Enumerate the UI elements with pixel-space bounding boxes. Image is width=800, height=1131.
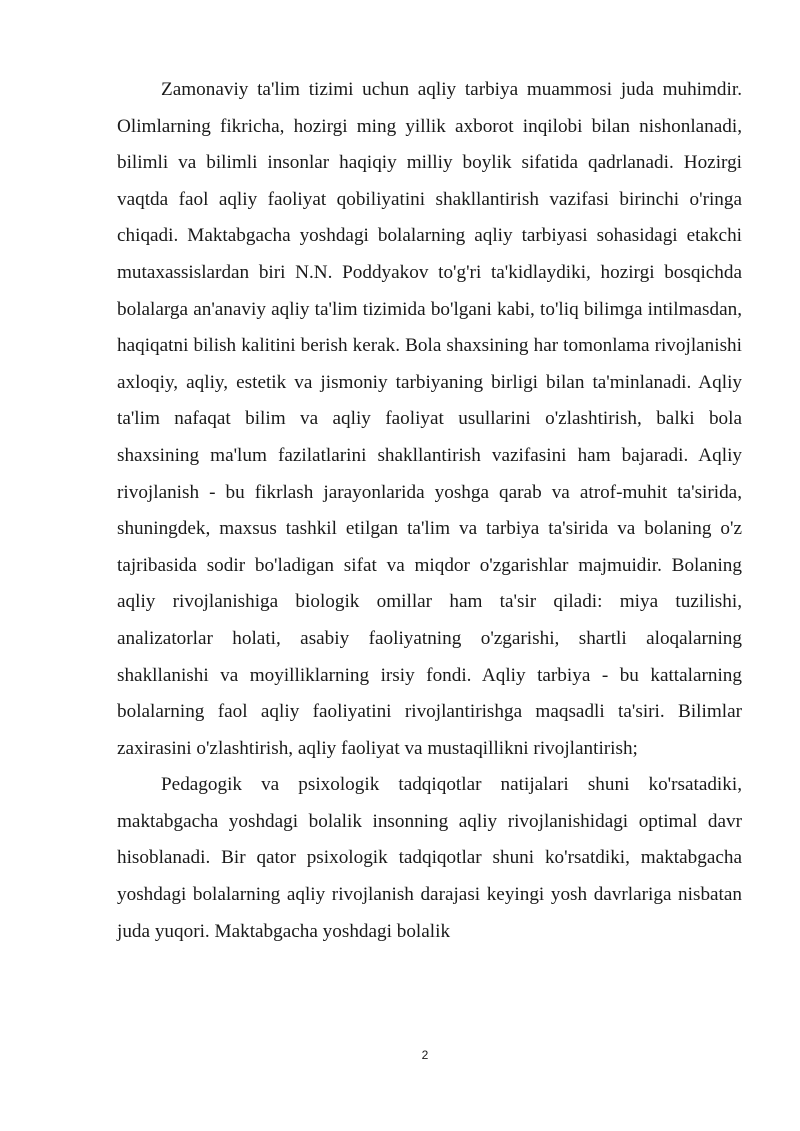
- paragraph-1: Zamonaviy ta'lim tizimi uchun aqliy tarbiya muammosi juda muhimdir. Olimlarning fikricha, hozirgi ming yillik axborot inqilobi bilan nishonlanadi, bilimli va bilimli insonlar haqiqiy milliy boylik sifatida qadrlanadi. Hozirgi vaqtda faol aqliy faoliyat qobiliyatini shakllantirish vazifasi birinchi o'ringa chiqadi. Maktabgacha yoshdagi bolalarning aqliy tarbiyasi sohasidagi etakchi mutaxassislardan biri N.N. Poddyakov to'g'ri ta'kidlaydiki, hozirgi bosqichda bolalarga an'anaviy aqliy ta'lim tizimida bo'lgani kabi, to'liq bilimga intilmasdan, haqiqatni bilish kalitini berish kerak. Bola shaxsining har tomonlama rivojlanishi axloqiy, aqliy, estetik va jismoniy tarbiyaning birligi bilan ta'minlanadi. Aqliy ta'lim nafaqat bilim va aqliy faoliyat usullarini o'zlashtirish, balki bola shaxsining ma'lum fazilatlarini shakllantirish vazifasini ham bajaradi. Aqliy rivojlanish - bu fikrlash jarayonlarida yoshga qarab va atrof-muhit ta'sirida, shuningdek, maxsus tashkil etilgan ta'lim va tarbiya ta'sirida va bolaning o'z tajribasida sodir bo'ladigan sifat va miqdor o'zgarishlar majmuidir. Bolaning aqliy rivojlanishiga biologik omillar ham ta'sir qiladi: miya tuzilishi, analizatorlar holati, asabiy faoliyatning o'zgarishi, shartli aloqalarning shakllanishi va moyilliklarning irsiy fondi. Aqliy tarbiya - bu kattalarning bolalarning faol aqliy faoliyatini rivojlantirishga maqsadli ta'siri. Bilimlar zaxirasini o'zlashtirish, aqliy faoliyat va mustaqillikni rivojlantirish;: [117, 79, 742, 759]
- body-text: [117, 72, 742, 950]
- page-number: 2: [421, 1048, 429, 1062]
- paragraph-2: Pedagogik va psixologik tadqiqotlar natijalari shuni ko'rsatadiki, maktabgacha yoshdagi bolalik insonning aqliy rivojlanishidagi optimal davr hisoblanadi. Bir qator psixologik tadqiqotlar shuni ko'rsatdiki, maktabgacha yoshdagi bolalarning aqliy rivojlanish darajasi keyingi yosh davrlariga nisbatan juda yuqori. Maktabgacha yoshdagi bolalik: [117, 774, 742, 942]
